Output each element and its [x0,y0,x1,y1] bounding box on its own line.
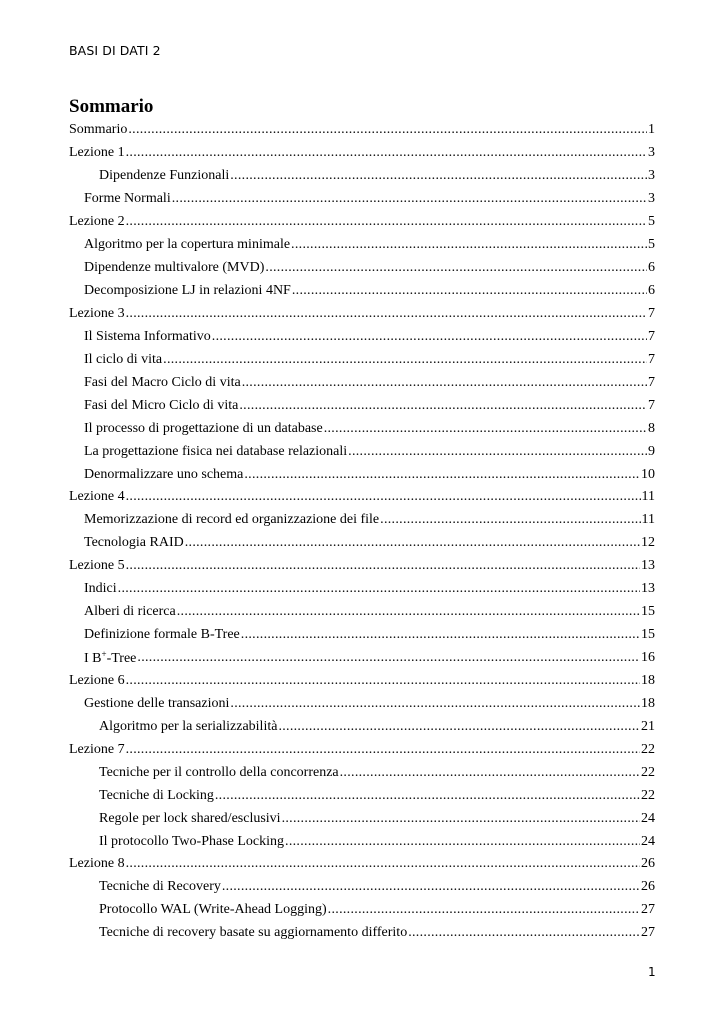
dot-leader [163,352,647,368]
dot-leader [242,375,647,391]
toc-entry-label: Lezione 6 [69,672,125,688]
dot-leader [222,879,640,895]
toc-entry-label: Algoritmo per la serializzabilità [99,718,278,734]
toc-entry-page: 11 [641,512,655,528]
toc-entry[interactable] [69,280,655,303]
toc-entry-label: Definizione formale B-Tree [84,627,240,643]
toc-entry-label: Fasi del Micro Ciclo di vita [84,397,239,413]
dot-leader [126,673,640,689]
toc-entry-label: Tecniche per il controllo della concorrenza [99,764,339,780]
dot-leader [291,237,647,253]
toc-entry[interactable] [69,211,655,234]
dot-leader [265,260,647,276]
toc-entry-label: Tecniche di Locking [99,787,214,803]
dot-leader [118,581,640,597]
toc-entry-label: Lezione 5 [69,558,125,574]
dot-leader [128,122,647,138]
toc-entry[interactable] [69,738,655,761]
toc-entry[interactable] [69,670,655,693]
toc-entry-page: 18 [641,695,655,711]
toc-entry[interactable] [69,532,655,555]
toc-entry[interactable] [69,257,655,280]
toc-entry[interactable] [69,303,655,326]
toc-entry-page: 22 [641,764,655,780]
toc-entry[interactable] [69,234,655,257]
dot-leader [348,444,647,460]
dot-leader [185,535,640,551]
page-number: 1 [648,965,656,979]
toc-entry[interactable] [69,486,655,509]
toc-entry-label: Fasi del Macro Ciclo di vita [84,374,241,390]
toc-entry-page: 6 [648,283,655,299]
dot-leader [172,191,647,207]
dot-leader [230,168,647,184]
toc-entry[interactable] [69,165,655,188]
toc-entry-page: 26 [641,879,655,895]
toc-entry[interactable] [69,348,655,371]
toc-entry-page: 9 [648,443,655,459]
dot-leader [126,145,647,161]
running-header: BASI DI DATI 2 [69,43,161,58]
toc-entry[interactable] [69,876,655,899]
dot-leader [241,627,640,643]
toc-entry[interactable] [69,463,655,486]
toc-entry-label: Tecniche di Recovery [99,879,221,895]
toc-entry[interactable] [69,417,655,440]
toc-entry-label: I B+-Tree [84,649,137,667]
toc-entry-label: Lezione 7 [69,741,125,757]
toc-entry-label: Forme Normali [84,191,171,207]
toc-entry-page: 21 [641,718,655,734]
dot-leader [126,558,640,574]
toc-entry-page: 7 [648,374,655,390]
toc-entry-label: Memorizzazione di record ed organizzazione dei file [84,512,380,528]
toc-entry-label: Dipendenze multivalore (MVD) [84,260,265,276]
dot-leader [126,306,647,322]
toc-entry-page: 27 [641,902,655,918]
toc-entry-page: 3 [648,145,655,161]
toc-entry[interactable] [69,142,655,165]
toc-entry-label: Lezione 8 [69,856,125,872]
toc-entry-label: Il protocollo Two-Phase Locking [99,833,285,849]
toc-entry[interactable] [69,394,655,417]
toc-entry-label: Sommario [69,122,128,138]
toc-entry-label: Lezione 3 [69,305,125,321]
toc-entry-label: Protocollo WAL (Write-Ahead Logging) [99,902,327,918]
toc-entry-page: 3 [648,168,655,184]
toc-entry-page: 26 [641,856,655,872]
toc-entry[interactable] [69,555,655,578]
toc-entry[interactable] [69,899,655,922]
dot-leader [215,788,640,804]
toc-entry-page: 10 [641,466,655,482]
toc-entry-page: 7 [648,328,655,344]
toc-entry-page: 15 [641,604,655,620]
table-of-contents [69,119,655,945]
toc-entry-page: 6 [648,260,655,276]
toc-entry-page: 24 [641,833,655,849]
dot-leader [126,742,640,758]
toc-entry-label: Tecniche di recovery basate su aggiornamento differito [99,925,408,941]
dot-leader [230,696,640,712]
toc-entry-label: Regole per lock shared/esclusivi [99,810,281,826]
toc-entry[interactable] [69,440,655,463]
dot-leader [126,214,647,230]
toc-entry-page: 24 [641,810,655,826]
toc-entry[interactable] [69,578,655,601]
toc-entry-page: 1 [648,122,655,138]
toc-entry[interactable] [69,853,655,876]
toc-entry-label: Tecnologia RAID [84,535,184,551]
toc-entry-page: 27 [641,925,655,941]
toc-entry-label: Algoritmo per la copertura minimale [84,237,291,253]
toc-entry[interactable] [69,371,655,394]
toc-entry-page: 7 [648,397,655,413]
dot-leader [340,765,640,781]
toc-entry-label: Il Sistema Informativo [84,328,211,344]
toc-entry-label: Lezione 1 [69,145,125,161]
toc-entry[interactable] [69,784,655,807]
toc-entry-label: La progettazione fisica nei database relazionali [84,443,348,459]
toc-entry-label: Dipendenze Funzionali [99,168,230,184]
dot-leader [137,650,640,666]
dot-leader [292,283,647,299]
dot-leader [126,856,640,872]
toc-entry-label: Il ciclo di vita [84,351,163,367]
toc-entry-page: 3 [648,191,655,207]
toc-entry-page: 15 [641,627,655,643]
toc-entry-page: 11 [641,489,655,505]
toc-entry[interactable] [69,624,655,647]
dot-leader [282,811,640,827]
dot-leader [328,902,640,918]
toc-entry-page: 7 [648,305,655,321]
toc-entry-label: Decomposizione LJ in relazioni 4NF [84,283,291,299]
toc-entry-label: Alberi di ricerca [84,604,176,620]
toc-entry-page: 8 [648,420,655,436]
toc-entry-page: 13 [641,558,655,574]
toc-entry[interactable] [69,509,655,532]
toc-entry-page: 5 [648,214,655,230]
toc-entry-label: Il processo di progettazione di un database [84,420,323,436]
dot-leader [126,489,641,505]
toc-entry[interactable] [69,692,655,715]
toc-entry-label: Gestione delle transazioni [84,695,230,711]
dot-leader [212,329,647,345]
toc-entry[interactable] [69,647,655,670]
toc-entry-label: Lezione 2 [69,214,125,230]
toc-entry-page: 22 [641,741,655,757]
dot-leader [244,467,640,483]
dot-leader [324,421,647,437]
toc-entry-page: 16 [641,650,655,666]
toc-entry[interactable] [69,922,655,945]
toc-title: Sommario [69,96,154,117]
toc-entry-page: 5 [648,237,655,253]
toc-entry-superscript: + [101,649,107,660]
dot-leader [408,925,640,941]
toc-entry[interactable] [69,715,655,738]
dot-leader [177,604,640,620]
toc-entry[interactable] [69,119,655,142]
toc-entry[interactable] [69,761,655,784]
toc-entry[interactable] [69,188,655,211]
toc-entry-page: 13 [641,581,655,597]
dot-leader [380,512,640,528]
toc-entry[interactable] [69,807,655,830]
toc-entry-label: Denormalizzare uno schema [84,466,244,482]
toc-entry[interactable] [69,830,655,853]
toc-entry-page: 12 [641,535,655,551]
toc-entry[interactable] [69,601,655,624]
toc-entry-label: Lezione 4 [69,489,125,505]
dot-leader [239,398,647,414]
dot-leader [278,719,640,735]
toc-entry-page: 22 [641,787,655,803]
toc-entry-page: 18 [641,672,655,688]
toc-entry-label: Indici [84,581,117,597]
toc-entry-page: 7 [648,351,655,367]
dot-leader [285,834,640,850]
toc-entry[interactable] [69,325,655,348]
